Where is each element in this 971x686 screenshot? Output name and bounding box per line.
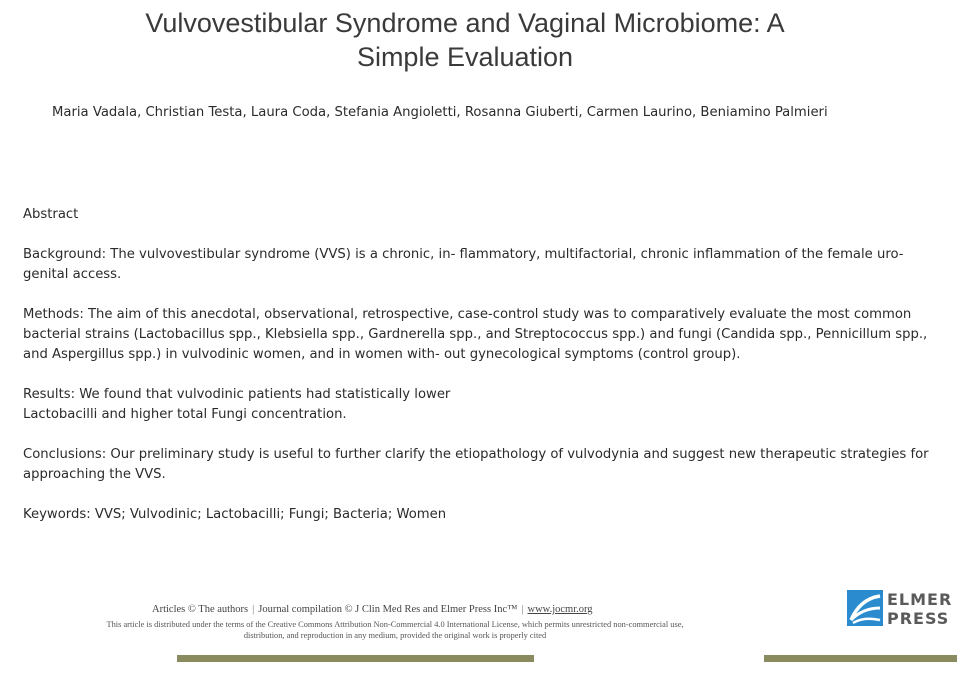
abstract-keywords: Keywords: VVS; Vulvodinic; Lactobacilli; Fungi; Bacteria; Women xyxy=(23,507,447,522)
footer-license-line2: distribution, and reproduction in any medium, provided the original work is properly cited xyxy=(243,631,547,640)
logo-word-press: PRESS xyxy=(887,609,950,628)
footer-bar-right xyxy=(764,655,957,662)
elmer-press-logo xyxy=(847,590,957,630)
footer-license-line1: This article is distributed under the terms of the Creative Commons Attribution Non-Commercial 4.0 International License, which permits unrestricted non-commercial use, xyxy=(106,620,684,629)
footer-compilation: Journal compilation © J Clin Med Res and Elmer Press Inc™ xyxy=(258,604,518,615)
abstract-heading: Abstract xyxy=(23,207,79,222)
elmer-press-logo-icon xyxy=(847,590,883,626)
abstract-results-line1: Results: We found that vulvodinic patients had statistically lower xyxy=(23,387,451,402)
paper-title xyxy=(0,6,930,74)
abstract-methods: Methods: The aim of this anecdotal, observational, retrospective, case-control study was to comparatively evaluate the most common bacterial strains (Lactobacillus spp., Klebsiella spp., Gardnerella spp., and Streptococcus spp.) and fungi (Candida spp., Pennicillum spp., and Aspergillus spp.) in vulvodinic women, and in women with- out gynecological symptoms (control group). xyxy=(23,307,928,362)
abstract-background: Background: The vulvovestibular syndrome (VVS) is a chronic, in- flammatory, multifactorial, chronic inflammation of the female uro- genital access. xyxy=(23,247,904,282)
logo-word-elmer: ELMER xyxy=(887,590,953,609)
abstract-results xyxy=(23,385,948,425)
author-list: Maria Vadala, Christian Testa, Laura Coda, Stefania Angioletti, Rosanna Giuberti, Carmen Laurino, Beniamino Palmieri xyxy=(52,105,828,120)
footer-url-link[interactable]: www.jocmr.org xyxy=(527,604,593,615)
paper-title-line2: Simple Evaluation xyxy=(356,42,574,72)
abstract-conclusions: Conclusions: Our preliminary study is useful to further clarify the etiopathology of vulvodynia and suggest new therapeutic strategies for approaching the VVS. xyxy=(23,447,929,482)
abstract-results-line2: Lactobacilli and higher total Fungi concentration. xyxy=(23,407,347,422)
footer-articles: Articles © The authors xyxy=(152,604,249,615)
footer-copyright: Articles © The authors | Journal compilation © J Clin Med Res and Elmer Press Inc™ | www.jocmr.org xyxy=(152,604,593,615)
footer-bar-left xyxy=(177,655,534,662)
paper-title-line1: Vulvovestibular Syndrome and Vaginal Microbiome: A xyxy=(145,8,785,38)
